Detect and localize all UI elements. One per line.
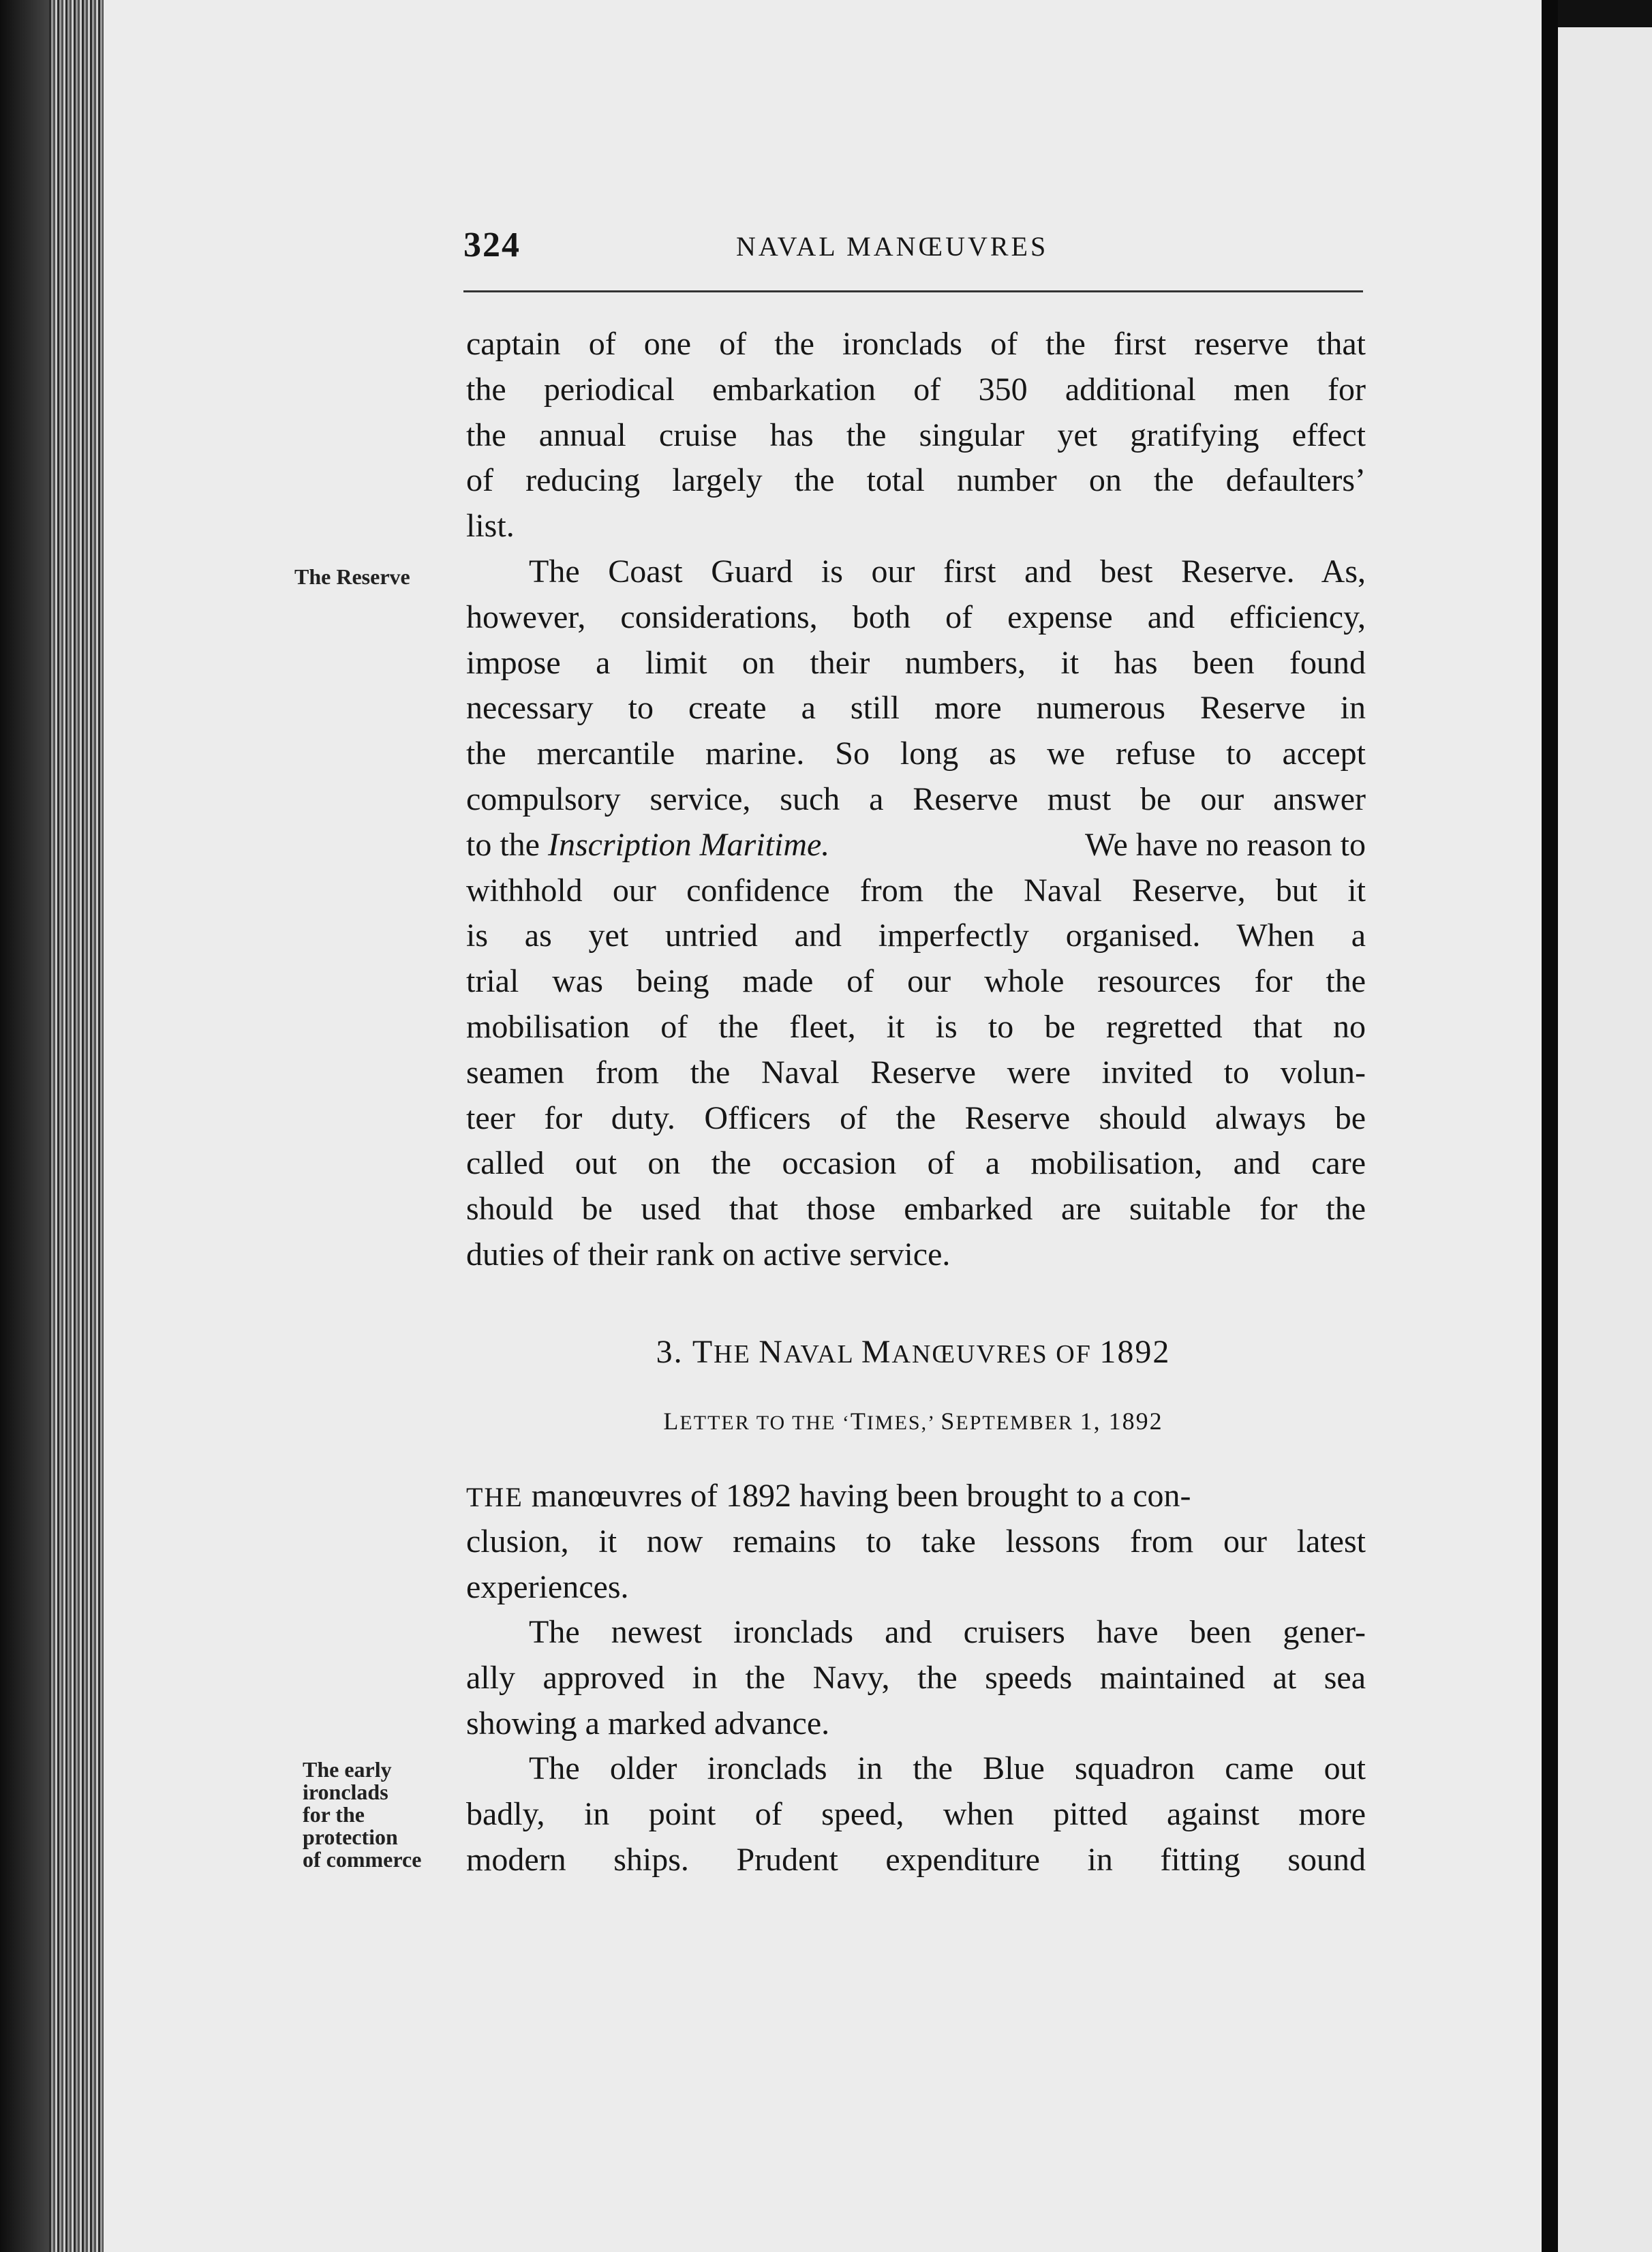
text-line: seamen from the Naval Reserve were invited to volun- [466, 1054, 1366, 1091]
margin-note-line: The early [303, 1757, 392, 1782]
text-line: however, considerations, both of expense and efficiency, [466, 598, 1366, 635]
text-line: ally approved in the Navy, the speeds maintained at sea [466, 1659, 1366, 1696]
text-line: necessary to create a still more numerous Reserve in [466, 690, 1366, 727]
page-edges-binding [49, 0, 104, 2252]
section-heading [463, 1333, 1363, 1371]
text-line [466, 823, 1366, 868]
margin-note-line: protection [303, 1825, 398, 1849]
header-rule [463, 290, 1363, 292]
facing-page [1558, 27, 1652, 2252]
text-line: compulsory service, such a Reserve must be our answer [466, 780, 1366, 817]
text-run: We have no reason to [1085, 826, 1366, 863]
italic-phrase: Inscription Maritime. [547, 826, 830, 863]
text-line: captain of one of the ironclads of the first reserve that [466, 326, 1366, 362]
text-line: trial was being made of our whole resources for the [466, 963, 1366, 1000]
text-line: is as yet untried and imperfectly organised. When a [466, 917, 1366, 954]
text-line: of reducing largely the total number on the defaulters’ [466, 462, 1366, 499]
gutter [1542, 0, 1558, 2252]
paragraph-manoeuvres [466, 1474, 1366, 1610]
running-head: NAVAL MANŒUVRES [736, 231, 1049, 262]
text-line: the annual cruise has the singular yet gratifying effect [466, 416, 1366, 453]
text-line: The Coast Guard is our first and best Reserve. As, [529, 553, 1366, 590]
margin-note-line: for the [303, 1802, 365, 1827]
subheading-part: EPTEMBER [955, 1412, 1080, 1434]
text-line: The older ironclads in the Blue squadron came out [529, 1750, 1366, 1786]
margin-note-line: of commerce [303, 1847, 422, 1872]
text-line: called out on the occasion of a mobilisation, and care [466, 1145, 1366, 1182]
subheading-part: ETTER TO THE ‘ [679, 1412, 851, 1434]
subheading-part: 1, 1892 [1080, 1408, 1163, 1435]
small-caps-word: THE [466, 1482, 523, 1512]
text-line: The newest ironclads and cruisers have been gener- [529, 1614, 1366, 1650]
heading-part: T [692, 1334, 714, 1370]
paragraph-older-ironclads [466, 1746, 1366, 1883]
heading-part: AVAL [783, 1340, 861, 1369]
paragraph-coast-guard [466, 549, 1366, 1278]
margin-note-early-ironclads [303, 1759, 466, 1871]
page-number: 324 [463, 226, 521, 264]
margin-note-reserve: The Reserve [294, 564, 410, 589]
heading-part: N [759, 1334, 784, 1370]
page-header [463, 225, 1363, 273]
text-line: showing a marked advance. [466, 1705, 830, 1741]
text-line [466, 1474, 1366, 1519]
subheading-part: L [663, 1408, 680, 1435]
text-line: the periodical embarkation of 350 additional men for [466, 371, 1366, 408]
text-line: should be used that those embarked are suitable for the [466, 1191, 1366, 1228]
heading-part: ANŒUVRES OF [891, 1340, 1100, 1369]
text-line: withhold our confidence from the Naval Reserve, but it [466, 872, 1366, 909]
text-line: the mercantile marine. So long as we refuse to accept [466, 735, 1366, 772]
text-line: duties of their rank on active service. [466, 1236, 951, 1273]
subheading-part: IMES,’ [866, 1412, 941, 1434]
text-line: clusion, it now remains to take lessons from our latest [466, 1523, 1366, 1559]
paragraph-continuation [466, 322, 1366, 549]
heading-part: 1892 [1099, 1334, 1171, 1370]
text-line: impose a limit on their numbers, it has been found [466, 644, 1366, 681]
letter-subheading [463, 1407, 1363, 1435]
text-run: to the [466, 826, 548, 863]
text-line: teer for duty. Officers of the Reserve should always be [466, 1099, 1366, 1136]
scan-border [1558, 0, 1652, 27]
subheading-part: S [940, 1408, 956, 1435]
text-run: manœuvres of 1892 having been brought to a con- [523, 1478, 1191, 1514]
text-line: list. [466, 508, 515, 545]
paragraph-newest-ironclads [466, 1610, 1366, 1746]
text-line: experiences. [466, 1568, 629, 1605]
heading-part: M [861, 1334, 892, 1370]
section-number: 3. [656, 1334, 684, 1370]
margin-note-line: ironclads [303, 1780, 388, 1804]
book-edge-left [0, 0, 49, 2252]
text-line: badly, in point of speed, when pitted against more [466, 1795, 1366, 1832]
text-line: modern ships. Prudent expenditure in fitting sound [466, 1841, 1366, 1878]
heading-part: HE [714, 1340, 759, 1369]
text-line: mobilisation of the fleet, it is to be regretted that no [466, 1008, 1366, 1045]
subheading-part: T [850, 1408, 867, 1435]
